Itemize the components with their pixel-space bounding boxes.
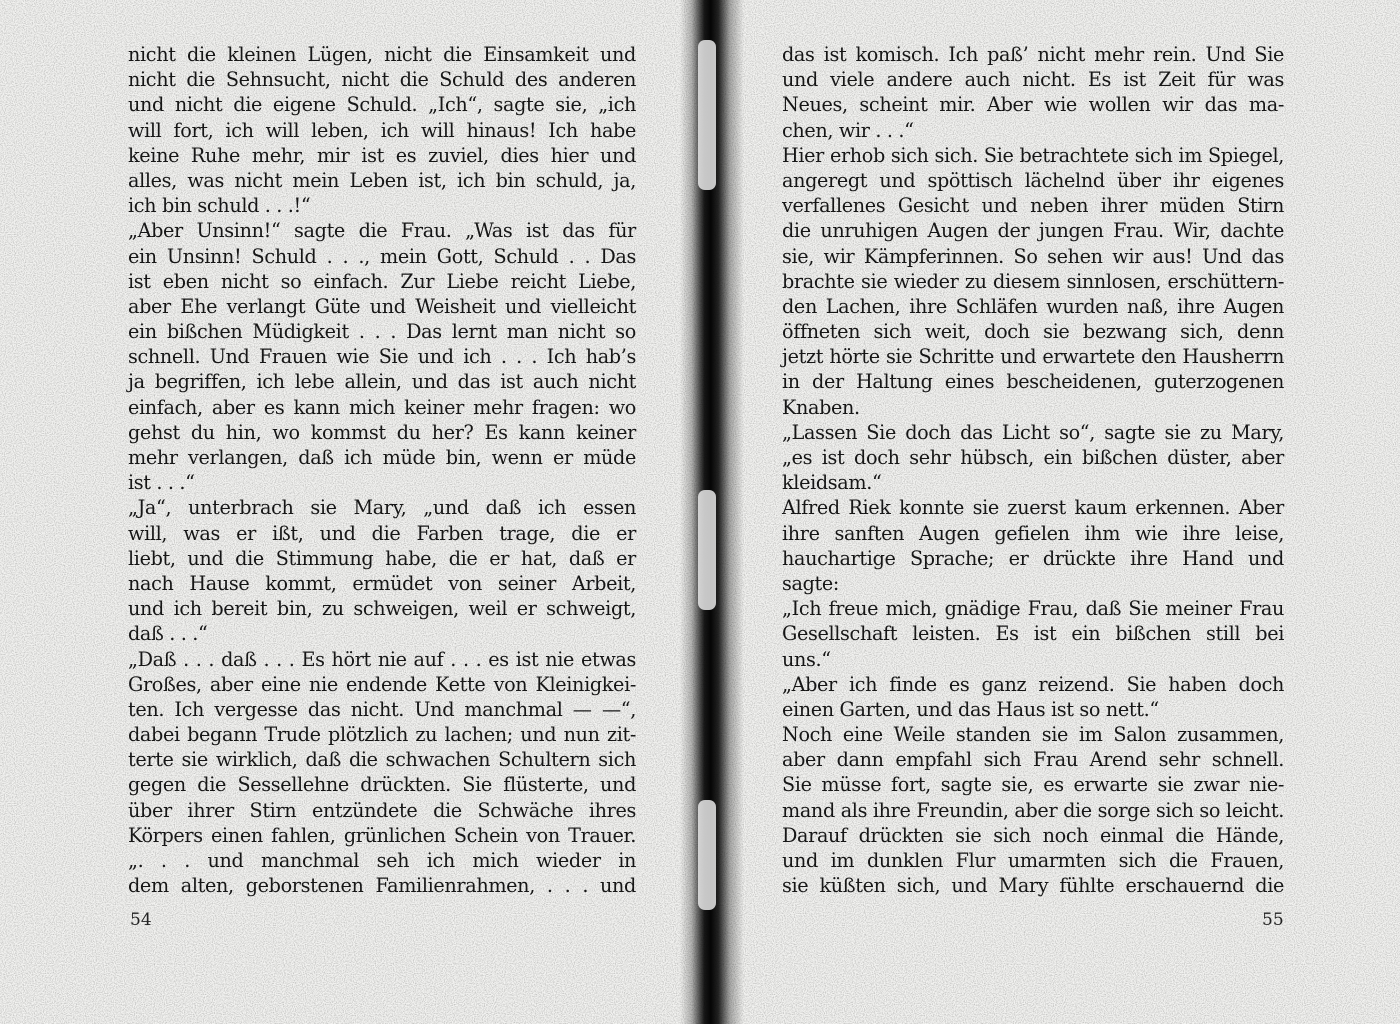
text-line: chen, wir . . .“ (782, 118, 914, 142)
text-line: öffneten sich weit, doch sie bezwang sich, denn (782, 320, 1284, 344)
text-line: will fort, ich will leben, ich will hinaus! Ich habe (128, 118, 636, 142)
text-line: gegen die Sessellehne drückten. Sie flüsterte, und (128, 773, 636, 797)
text-line: „Aber Unsinn!“ sagte die Frau. „Was ist das für (128, 219, 636, 243)
text-line: will, was er ißt, und die Farben trage, die er (128, 521, 636, 545)
text-line: und ich bereit bin, zu schweigen, weil er schweigt, (128, 597, 636, 621)
text-line: gehst du hin, wo kommst du her? Es kann keiner (128, 420, 636, 444)
text-line: liebt, und die Stimmung habe, die er hat, daß er (128, 546, 636, 570)
text-line: „Ja“, unterbrach sie Mary, „und daß ich essen (128, 496, 636, 520)
text-line: ihre sanften Augen gefielen ihm wie ihre leise, (782, 521, 1284, 545)
text-line: ein bißchen Müdigkeit . . . Das lernt man nicht so (128, 320, 636, 344)
text-line: ist eben nicht so einfach. Zur Liebe reicht Liebe, (128, 269, 636, 293)
text-line: aber Ehe verlangt Güte und Weisheit und vielleicht (128, 294, 636, 318)
text-line: sie küßten sich, und Mary fühlte erschauernd die (782, 874, 1284, 898)
text-line: mehr verlangen, daß ich müde bin, wenn er müde (128, 446, 636, 469)
right-page-text (782, 42, 1284, 898)
text-line: kleidsam.“ (782, 471, 882, 495)
text-line: Gesellschaft leisten. Es ist ein bißchen still bei (782, 622, 1284, 646)
text-line: jetzt hörte sie Schritte und erwartete den Hausherrn (782, 345, 1284, 369)
text-line: nicht die kleinen Lügen, nicht die Einsamkeit und (128, 43, 636, 66)
text-line: daß . . .“ (128, 622, 208, 646)
text-line: Körpers einen fahlen, grünlichen Schein von Trauer. (128, 823, 636, 847)
text-line: Noch eine Weile standen sie im Salon zusammen, (782, 723, 1284, 747)
text-line: dem alten, geborstenen Familienrahmen, . . . und (128, 874, 636, 898)
left-page-text (128, 42, 636, 898)
text-line: das ist komisch. Ich paß’ nicht mehr rein. Und Sie (782, 43, 1284, 66)
text-line: Sie müsse fort, sagte sie, es erwarte sie zwar nie- (782, 773, 1284, 797)
binding-stitch (698, 800, 716, 910)
right-page (782, 42, 1284, 898)
right-page-number: 55 (1262, 910, 1284, 930)
text-line: keine Ruhe mehr, mir ist es zuviel, dies hier und (128, 143, 636, 167)
text-line: einen Garten, und das Haus ist so nett.“ (782, 697, 1159, 721)
text-line: sagte: (782, 571, 839, 595)
text-line: ja begriffen, ich lebe allein, und das ist auch nicht (128, 370, 636, 394)
text-line: „es ist doch sehr hübsch, ein bißchen düster, aber (782, 446, 1284, 469)
text-line: „. . . und manchmal seh ich mich wieder in (128, 849, 636, 872)
text-line: sie, wir Kämpferinnen. So sehen wir aus! Und das (782, 244, 1284, 268)
text-line: in der Haltung eines bescheidenen, guterzogenen (782, 370, 1284, 394)
binding-stitch (698, 40, 716, 190)
text-line: nach Hause kommt, ermüdet von seiner Arbeit, (128, 571, 636, 595)
text-line: und viele andere auch nicht. Es ist Zeit für was (782, 68, 1284, 92)
text-line: brachte sie wieder zu diesem sinnlosen, erschüttern- (782, 269, 1284, 293)
left-page (128, 42, 636, 898)
text-line: schnell. Und Frauen wie Sie und ich . . . Ich hab’s (128, 345, 636, 369)
text-line: aber dann empfahl sich Frau Arend sehr schnell. (782, 748, 1284, 772)
text-line: über ihrer Stirn entzündete die Schwäche ihres (128, 798, 636, 822)
text-line: verfallenes Gesicht und neben ihrer müden Stirn (782, 194, 1284, 218)
text-line: ich bin schuld . . .!“ (128, 194, 311, 218)
left-page-number: 54 (130, 910, 152, 930)
text-line: angeregt und spöttisch lächelnd über ihr eigenes (782, 168, 1284, 192)
text-line: ein Unsinn! Schuld . . ., mein Gott, Schuld . . Das (128, 244, 636, 268)
text-line: nicht die Sehnsucht, nicht die Schuld des anderen (128, 68, 636, 92)
text-line: den Lachen, ihre Schläfen wurden naß, ihre Augen (782, 294, 1284, 318)
text-line: „Daß . . . daß . . . Es hört nie auf . . . es ist nie etwas (128, 647, 636, 671)
text-line: und im dunklen Flur umarmten sich die Frauen, (782, 849, 1284, 872)
binding-stitch (698, 490, 716, 610)
text-line: Alfred Riek konnte sie zuerst kaum erkennen. Aber (782, 496, 1284, 520)
text-line: Knaben. (782, 395, 860, 419)
text-line: Neues, scheint mir. Aber wie wollen wir das ma- (782, 93, 1284, 117)
text-line: Darauf drückten sie sich noch einmal die Hände, (782, 823, 1284, 847)
text-line: Großes, aber eine nie endende Kette von Kleinigkei- (128, 672, 636, 696)
text-line: mand als ihre Freundin, aber die sorge sich so leicht. (782, 798, 1284, 822)
text-line: einfach, aber es kann mich keiner mehr fragen: wo (128, 395, 636, 419)
text-line: die unruhigen Augen der jungen Frau. Wir, dachte (782, 219, 1284, 243)
text-line: uns.“ (782, 647, 831, 671)
text-line: und nicht die eigene Schuld. „Ich“, sagte sie, „ich (128, 93, 636, 117)
text-line: Hier erhob sich sich. Sie betrachtete sich im Spiegel, (782, 143, 1284, 167)
text-line: dabei begann Trude plötzlich zu lachen; und nun zit- (128, 723, 636, 747)
text-line: „Aber ich finde es ganz reizend. Sie haben doch (782, 672, 1284, 696)
text-line: alles, was nicht mein Leben ist, ich bin schuld, ja, (128, 168, 636, 192)
text-line: terte sie wirklich, daß die schwachen Schultern sich (128, 748, 636, 772)
text-line: „Ich freue mich, gnädige Frau, daß Sie meiner Frau (782, 597, 1284, 621)
text-line: ten. Ich vergesse das nicht. Und manchmal — —“, (128, 697, 636, 721)
text-line: ist . . .“ (128, 471, 195, 495)
text-line: hauchartige Sprache; er drückte ihre Hand und (782, 546, 1284, 570)
text-line: „Lassen Sie doch das Licht so“, sagte sie zu Mary, (782, 420, 1284, 444)
